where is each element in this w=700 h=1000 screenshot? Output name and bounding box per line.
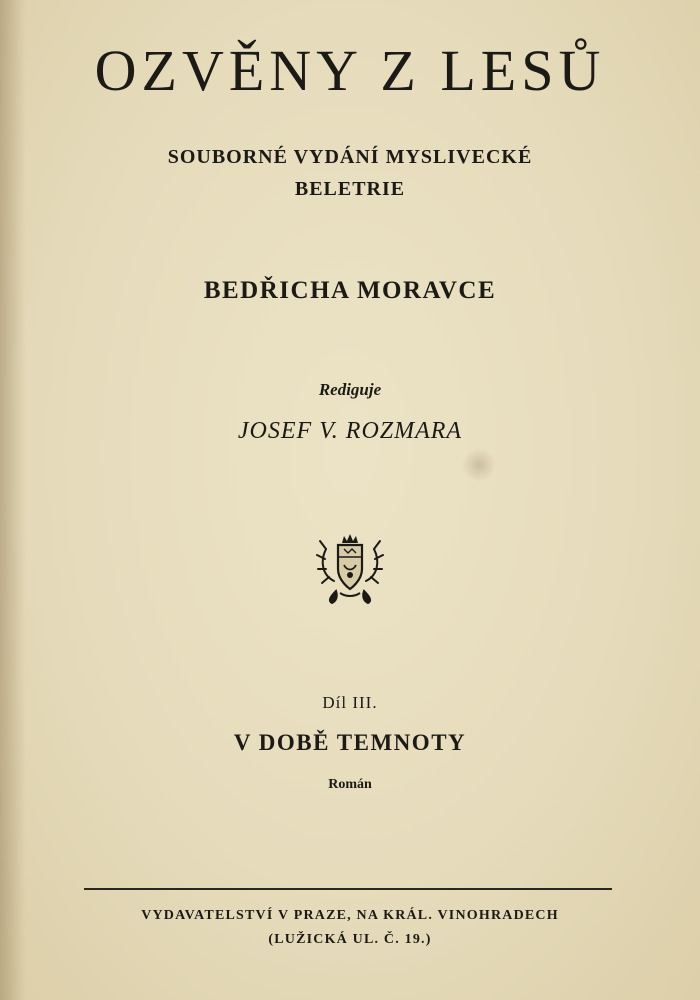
editor-name: JOSEF V. ROZMARA <box>237 418 463 444</box>
genre-label: Román <box>328 777 372 792</box>
volume-number: Díl III. <box>322 693 378 712</box>
subtitle-line-1: SOUBORNÉ VYDÁNÍ MYSLIVECKÉ <box>167 146 533 168</box>
subtitle-line-2: BELETRIE <box>294 178 406 200</box>
publisher-name: VYDAVATELSTVÍ V PRAZE, NA KRÁL. VINOHRADECH <box>141 908 559 923</box>
edited-by-label: Rediguje <box>318 380 382 399</box>
volume-title: V DOBĚ TEMNOTY <box>233 730 467 755</box>
book-title: OZVĚNY Z LESŮ <box>94 38 606 103</box>
hunting-crest-icon <box>314 531 386 607</box>
divider-rule <box>84 888 612 890</box>
subtitle <box>0 141 700 205</box>
publisher-address: (LUŽICKÁ UL. Č. 19.) <box>268 932 432 947</box>
paper-stain <box>462 448 496 482</box>
author-name: BEDŘICHA MORAVCE <box>203 277 497 304</box>
